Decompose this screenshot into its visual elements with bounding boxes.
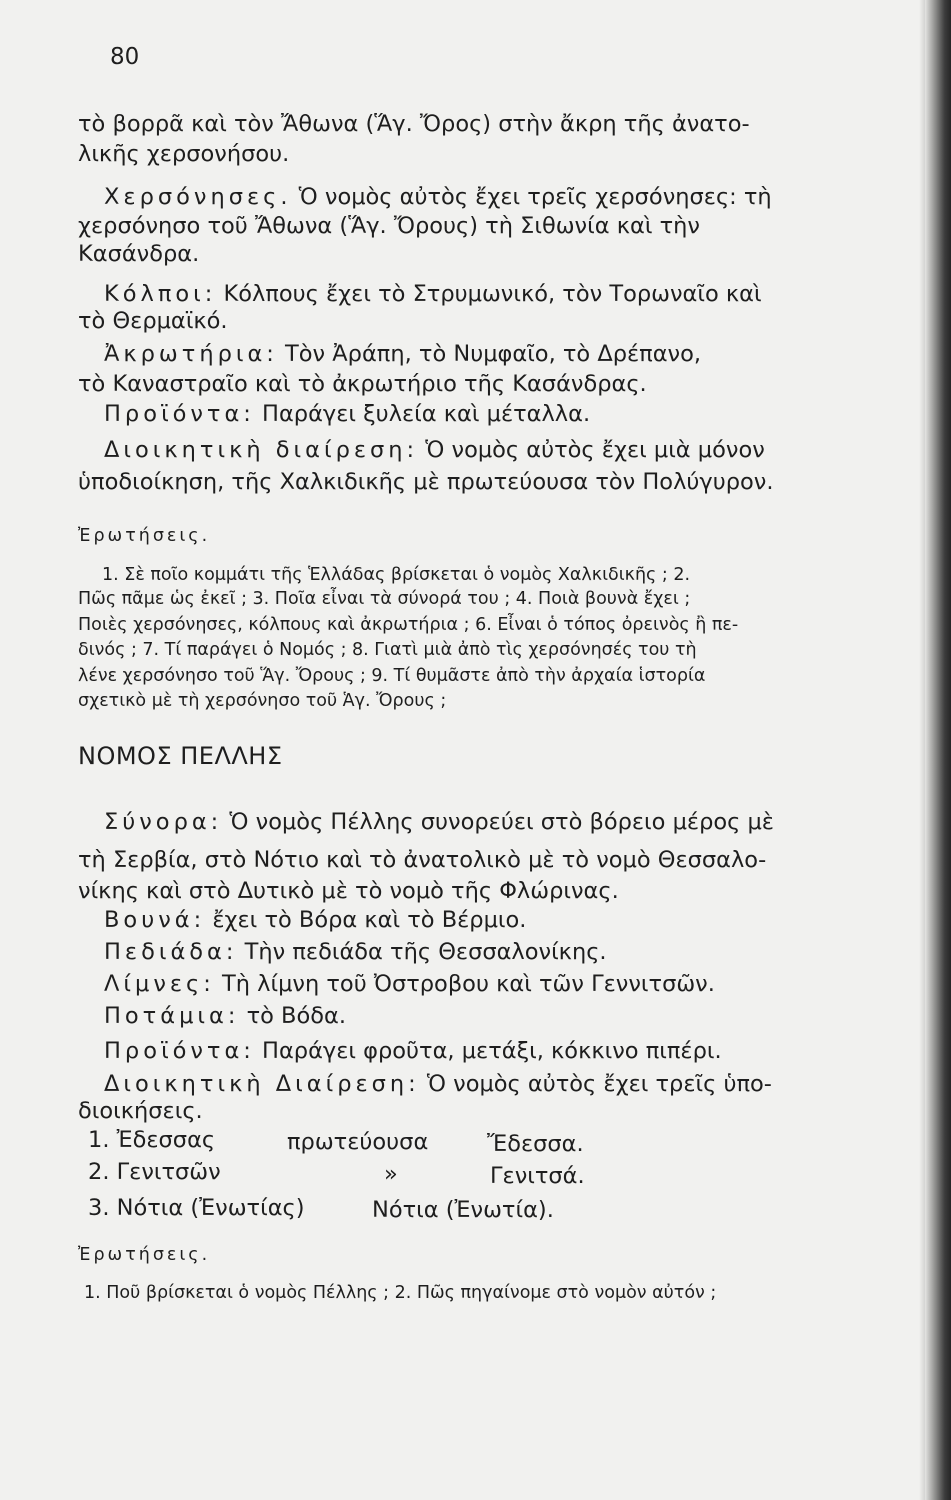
rivers-text: τὸ Βόδα. bbox=[246, 1003, 346, 1029]
borders-line-3: νίκης καὶ στὸ Δυτικὸ μὲ τὸ νομὸ τῆς Φλώρινας. bbox=[78, 878, 619, 904]
subdivision-capital: Νότια (Ἐνωτία). bbox=[372, 1197, 554, 1223]
question-line-1: 1. Σὲ ποῖο κομμάτι τῆς Ἑλλάδας βρίσκεται ὁ νομὸς Χαλκιδικῆς ; 2. bbox=[102, 565, 691, 585]
questions-title: Ἐρωτήσεις. bbox=[78, 526, 211, 546]
peninsulas-line-2: χερσόνησο τοῦ Ἄθωνα (Ἅγ. Ὄρους) τὴ Σιθωνία καὶ τὴν bbox=[78, 213, 700, 239]
capes-line-1 bbox=[104, 340, 701, 368]
question-line-3: Ποιὲς χερσόνησες, κόλπους καὶ ἀκρωτήρια ; 6. Εἶναι ὁ τόπος ὀρεινὸς ἢ πε- bbox=[78, 615, 739, 635]
questions-title: Ἐρωτήσεις. bbox=[78, 1245, 211, 1265]
borders-line-2: τὴ Σερβία, στὸ Νότιο καὶ τὸ ἀνατολικὸ μὲ τὸ νομὸ Θεσσαλο- bbox=[78, 847, 767, 873]
borders-label: Σύνορα: bbox=[104, 809, 223, 835]
subdivision-capital-label: » bbox=[384, 1161, 398, 1187]
mountains-text: ἔχει τὸ Βόρα καὶ τὸ Βέρμιο. bbox=[212, 907, 527, 933]
lakes-line bbox=[104, 970, 715, 998]
subdivision-capital: Γενιτσά. bbox=[490, 1163, 585, 1189]
capes-label: Ἀκρωτήρια: bbox=[104, 341, 278, 367]
gulfs-line-2: τὸ Θερμαϊκό. bbox=[78, 308, 228, 334]
gulfs-text: Κόλπους ἔχει τὸ Στρυμωνικό, τὸν Τορωναῖο καὶ bbox=[223, 281, 762, 307]
book-spine bbox=[925, 0, 951, 1500]
plain-label: Πεδιάδα: bbox=[104, 939, 238, 965]
peninsulas-label: Χερσόνησες. bbox=[104, 184, 292, 210]
products-text: Παράγει φροῦτα, μετάξι, κόκκινο πιπέρι. bbox=[262, 1038, 722, 1064]
peninsulas-line-1 bbox=[104, 183, 772, 211]
admin-label: Διοικητικὴ διαίρεση: bbox=[104, 437, 419, 463]
products-text: Παράγει ξυλεία καὶ μέταλλα. bbox=[262, 401, 591, 427]
subdivision-capital-label: πρωτεύουσα bbox=[287, 1129, 429, 1155]
lakes-label: Λίμνες: bbox=[104, 971, 215, 997]
question-line-2: Πῶς πᾶμε ὡς ἐκεῖ ; 3. Ποῖα εἶναι τὰ σύνορά του ; 4. Ποιὰ βουνὰ ἔχει ; bbox=[78, 589, 691, 609]
question-line-5: λένε χερσόνησο τοῦ Ἅγ. Ὄρους ; 9. Τί θυμᾶστε ἀπὸ τὴν ἀρχαία ἱστορία bbox=[78, 666, 706, 686]
rivers-label: Ποτάμια: bbox=[104, 1003, 240, 1029]
intro-line-1: τὸ βορρᾶ καὶ τὸν Ἄθωνα (Ἅγ. Ὄρος) στὴν ἄκρη τῆς ἀνατο- bbox=[78, 111, 750, 137]
subdivision-name: 2. Γενιτσῶν bbox=[88, 1159, 221, 1185]
admin-line-1 bbox=[104, 436, 765, 464]
rivers-line bbox=[104, 1002, 346, 1030]
mountains-line bbox=[104, 906, 526, 934]
subdivision-name: 1. Ἐδεσσας bbox=[88, 1127, 216, 1153]
gulfs-line-1 bbox=[104, 280, 762, 308]
admin-line-1 bbox=[104, 1070, 772, 1098]
capes-line-2: τὸ Καναστραῖο καὶ τὸ ἀκρωτήριο τῆς Κασάνδρας. bbox=[78, 371, 647, 397]
admin-line-2: διοικήσεις. bbox=[78, 1098, 203, 1124]
question-line-4: δινός ; 7. Τί παράγει ὁ Νομός ; 8. Γιατὶ μιὰ ἀπὸ τὶς χερσόνησές του τὴ bbox=[78, 640, 697, 660]
intro-line-2: λικῆς χερσονήσου. bbox=[78, 141, 290, 167]
peninsulas-text: Ὁ νομὸς αὐτὸς ἔχει τρεῖς χερσόνησες: τὴ bbox=[298, 184, 772, 210]
admin-text: Ὁ νομὸς αὐτὸς ἔχει τρεῖς ὑπο- bbox=[426, 1071, 772, 1097]
section-heading: ΝΟΜΟΣ ΠΕΛΛΗΣ bbox=[78, 742, 283, 770]
admin-text: Ὁ νομὸς αὐτὸς ἔχει μιὰ μόνον bbox=[425, 437, 765, 463]
plain-text: Τὴν πεδιάδα τῆς Θεσσαλονίκης. bbox=[244, 939, 607, 965]
borders-line-1 bbox=[104, 808, 774, 836]
lakes-text: Τὴ λίμνη τοῦ Ὀστροβου καὶ τῶν Γεννιτσῶν. bbox=[222, 971, 715, 997]
products-label: Προϊόντα: bbox=[104, 1038, 255, 1064]
subdivision-name: 3. Νότια (Ἐνωτίας) bbox=[88, 1195, 305, 1221]
admin-label: Διοικητικὴ Διαίρεση: bbox=[104, 1071, 420, 1097]
question-line: 1. Ποῦ βρίσκεται ὁ νομὸς Πέλλης ; 2. Πῶς πηγαίνομε στὸ νομὸν αὐτόν ; bbox=[84, 1283, 717, 1303]
question-line-6: σχετικὸ μὲ τὴ χερσόνησο τοῦ Ἁγ. Ὄρους ; bbox=[78, 691, 447, 711]
admin-line-2: ὑποδιοίκηση, τῆς Χαλκιδικῆς μὲ πρωτεύουσα τὸν Πολύγυρον. bbox=[78, 469, 774, 495]
capes-text: Τὸν Ἀράπη, τὸ Νυμφαῖο, τὸ Δρέπανο, bbox=[285, 341, 702, 367]
subdivision-capital: Ἔδεσσα. bbox=[487, 1131, 584, 1157]
products-label: Προϊόντα: bbox=[104, 401, 255, 427]
gulfs-label: Κόλποι: bbox=[104, 281, 217, 307]
mountains-label: Βουνά: bbox=[104, 907, 206, 933]
peninsulas-line-3: Κασάνδρα. bbox=[78, 241, 200, 267]
page-number: 80 bbox=[110, 44, 140, 70]
products-line bbox=[104, 1037, 722, 1065]
plain-line bbox=[104, 938, 607, 966]
products-line bbox=[104, 400, 590, 428]
borders-text: Ὁ νομὸς Πέλλης συνορεύει στὸ βόρειο μέρος μὲ bbox=[229, 809, 774, 835]
